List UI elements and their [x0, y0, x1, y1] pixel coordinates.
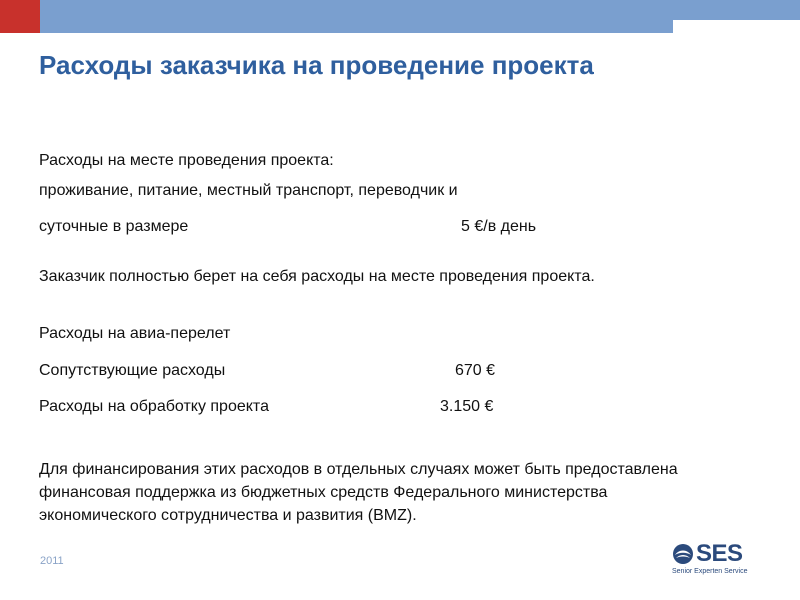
logo-subtitle: Senior Experten Service	[672, 568, 748, 575]
airfare-line: Расходы на авиа-перелет	[39, 325, 231, 342]
client-covers-paragraph: Заказчик полностью берет на себя расходы на месте проведения проекта.	[39, 268, 595, 285]
funding-paragraph: Для финансирования этих расходов в отдельных случаях может быть предоставлена финансовая поддержка из бюджетных средств Федерального министерства экономического сотрудничества и развития (BMZ).	[39, 461, 678, 524]
ses-logo	[672, 542, 768, 578]
processing-costs-value: 3.150 €	[440, 398, 494, 415]
related-costs-value: 670 €	[455, 362, 496, 379]
per-diem-label: суточные в размере	[39, 218, 189, 235]
onsite-costs-items: проживание, питание, местный транспорт, переводчик и	[39, 182, 458, 199]
related-costs-label: Сопутствующие расходы	[39, 362, 226, 379]
ses-logo-icon	[672, 543, 694, 565]
per-diem-value: 5 €/в день	[461, 218, 537, 235]
header-accent-block	[0, 0, 40, 33]
processing-costs-label: Расходы на обработку проекта	[39, 398, 269, 415]
slide-title: Расходы заказчика на проведение проекта	[39, 50, 594, 80]
logo-name: SES	[696, 540, 743, 567]
onsite-costs-heading: Расходы на месте проведения проекта:	[39, 152, 334, 169]
header-notch	[673, 20, 800, 33]
footer-year: 2011	[40, 555, 64, 567]
